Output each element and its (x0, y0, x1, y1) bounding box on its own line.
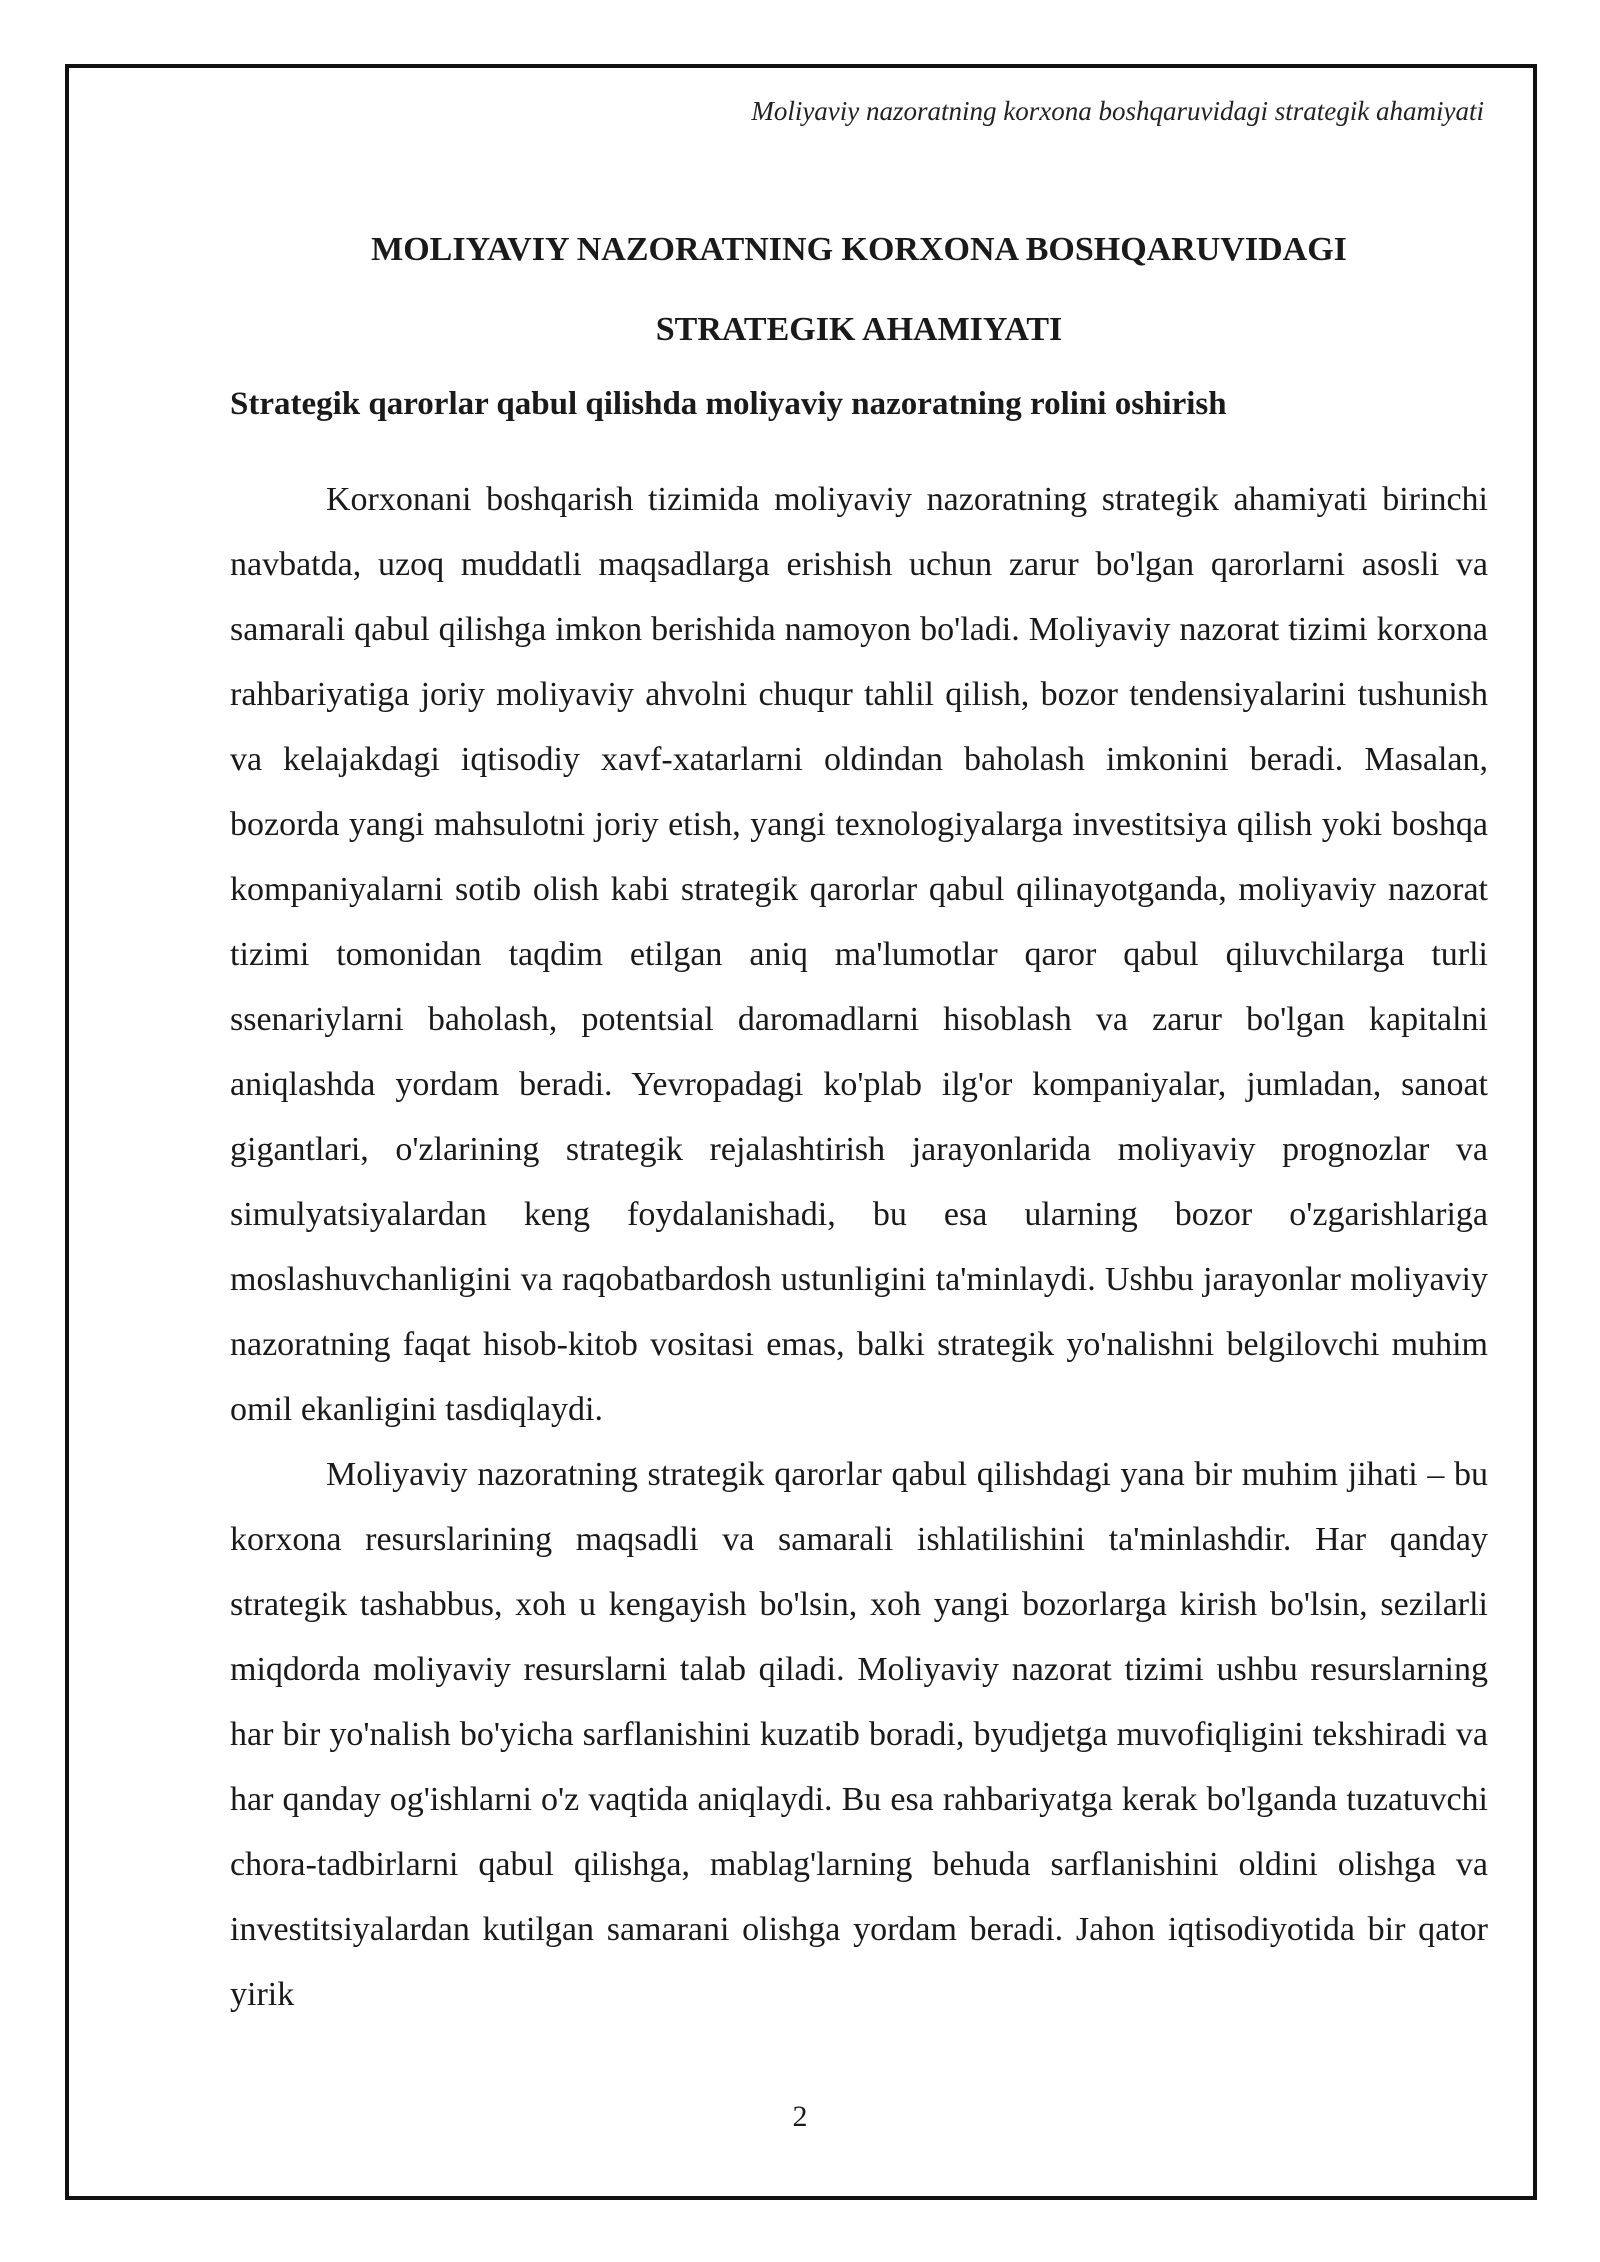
running-header: Moliyaviy nazoratning korxona boshqaruvidagi strategik ahamiyati (751, 96, 1484, 126)
document-title-line-1: MOLIYAVIY NAZORATNING KORXONA BOSHQARUVIDAGI (371, 231, 1347, 268)
paragraph-1: Korxonani boshqarish tizimida moliyaviy nazoratning strategik ahamiyati birinchi navbatda, uzoq muddatli maqsadlarga erishish uchun zarur bo'lgan qarorlarni asosli va samarali qabul qilishga imkon berishida namoyon bo'ladi. Moliyaviy nazorat tizimi korxona rahbariyatiga joriy moliyaviy ahvolni chuqur tahlil qilish, bozor tendensiyalarini tushunish va kelajakdagi iqtisodiy xavf-xatarlarni oldindan baholash imkonini beradi. Masalan, bozorda yangi mahsulotni joriy etish, yangi texnologiyalarga investitsiya qilish yoki boshqa kompaniyalarni sotib olish kabi strategik qarorlar qabul qilinayotganda, moliyaviy nazorat tizimi tomonidan taqdim etilgan aniq ma'lumotlar qaror qabul qiluvchilarga turli ssenariylarni baholash, potentsial daromadlarni hisoblash va zarur bo'lgan kapitalni aniqlashda yordam beradi. Yevropadagi ko'plab ilg'or kompaniyalar, jumladan, sanoat gigantlari, o'zlarining strategik rejalashtirish jarayonlarida moliyaviy prognozlar va simulyatsiyalardan keng foydalanishadi, bu esa ularning bozor o'zgarishlariga moslashuvchanligini va raqobatbardosh ustunligini ta'minlaydi. Ushbu jarayonlar moliyaviy nazoratning faqat hisob-kitob vositasi emas, balki strategik yo'nalishni belgilovchi muhim omil ekanligini tasdiqlaydi. (230, 481, 1488, 1428)
document-title-line-2: STRATEGIK AHAMIYATI (655, 311, 1063, 348)
paragraph-2: Moliyaviy nazoratning strategik qarorlar qabul qilishdagi yana bir muhim jihati – bu korxona resurslarining maqsadli va samarali ishlatilishini ta'minlashdir. Har qanday strategik tashabbus, xoh u kengayish bo'lsin, xoh yangi bozorlarga kirish bo'lsin, sezilarli miqdorda moliyaviy resurslarni talab qiladi. Moliyaviy nazorat tizimi ushbu resurslarning har bir yo'nalish bo'yicha sarflanishini kuzatib boradi, byudjetga muvofiqligini tekshiradi va har qanday og'ishlarni o'z vaqtida aniqlaydi. Bu esa rahbariyatga kerak bo'lganda tuzatuvchi chora-tadbirlarni qabul qilishga, mablag'larning behuda sarflanishini oldini olishga va investitsiyalardan kutilgan samarani olishga yordam beradi. Jahon iqtisodiyotida bir qator yirik (230, 1456, 1488, 2013)
page-number: 2 (792, 2100, 808, 2133)
body-text (230, 467, 1488, 2027)
document-title (230, 210, 1488, 370)
section-heading: Strategik qarorlar qabul qilishda moliyaviy nazoratning rolini oshirish (230, 386, 1227, 422)
